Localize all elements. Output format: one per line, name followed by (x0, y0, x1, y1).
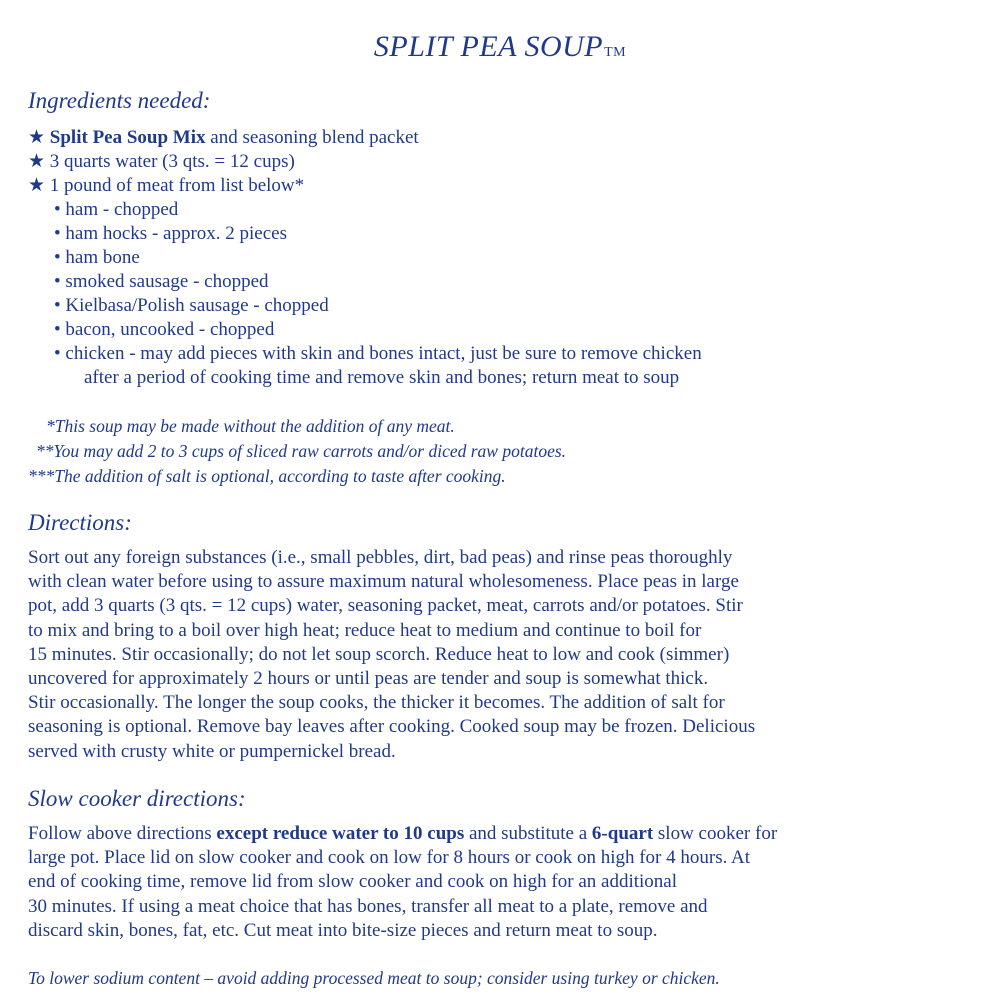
directions-line: served with crusty white or pumpernickel bread. (28, 740, 396, 762)
star-icon: ★ (28, 127, 46, 148)
list-item: • ham bone (54, 247, 140, 268)
slow-cooker-text-a: Follow above directions (28, 823, 217, 844)
star-icon: ★ (28, 151, 46, 172)
directions-line: uncovered for approximately 2 hours or until peas are tender and soup is somewhat thick. (28, 668, 709, 690)
note-no-meat: *This soup may be made without the addition of any meat. (46, 416, 455, 436)
slow-cooker-line: end of cooking time, remove lid from slow cooker and cook on high for an additional (28, 871, 678, 893)
directions-line: Stir occasionally. The longer the soup cooks, the thicker it becomes. The addition of salt for (28, 692, 725, 714)
directions-heading: Directions: (28, 510, 132, 535)
mix-rest: and seasoning blend packet (205, 127, 419, 148)
ingredient-item-meat (28, 174, 978, 198)
directions-line: Sort out any foreign substances (i.e., small pebbles, dirt, bad peas) and rinse peas thoroughly (28, 547, 733, 568)
note-salt: ***The addition of salt is optional, according to taste after cooking. (28, 466, 506, 486)
slow-cooker-text-b: and substitute a (464, 823, 592, 844)
directions-line: 15 minutes. Stir occasionally; do not let soup scorch. Reduce heat to low and cook (simmer) (28, 643, 730, 665)
slow-cooker-text-c: slow cooker for (653, 823, 778, 844)
ingredients-list (28, 126, 978, 390)
slow-cooker-line (28, 822, 988, 846)
list-item: • chicken - may add pieces with skin and bones intact, just be sure to remove chicken (54, 343, 702, 364)
reduce-water-emphasis: except reduce water to 10 cups (216, 823, 465, 844)
title-text: SPLIT PEA SOUP (373, 30, 604, 63)
slow-cooker-text (28, 822, 988, 943)
list-item: • ham - chopped (54, 199, 179, 220)
list-item-continuation: after a period of cooking time and remove skin and bones; return meat to soup (84, 367, 680, 388)
directions-line: with clean water before using to assure maximum natural wholesomeness. Place peas in large (28, 571, 739, 593)
directions-text (28, 546, 988, 764)
list-item: • smoked sausage - chopped (54, 271, 269, 292)
slow-cooker-heading: Slow cooker directions: (28, 786, 246, 811)
recipe-title (0, 30, 1000, 64)
list-item: • ham hocks - approx. 2 pieces (54, 223, 288, 244)
directions-line: pot, add 3 quarts (3 qts. = 12 cups) water, seasoning packet, meat, carrots and/or potatoes. Stir (28, 595, 743, 617)
list-item: • Kielbasa/Polish sausage - chopped (54, 295, 329, 316)
star-icon: ★ (28, 175, 46, 196)
quart-size-emphasis: 6-quart (591, 823, 654, 844)
directions-line: seasoning is optional. Remove bay leaves after cooking. Cooked soup may be frozen. Delicious (28, 716, 756, 738)
water-text: 3 quarts water (3 qts. = 12 cups) (49, 151, 295, 172)
meat-text: 1 pound of meat from list below* (49, 175, 305, 196)
slow-cooker-line: 30 minutes. If using a meat choice that has bones, transfer all meat to a plate, remove and (28, 895, 708, 917)
list-item: • bacon, uncooked - chopped (54, 319, 275, 340)
slow-cooker-line: discard skin, bones, fat, etc. Cut meat into bite-size pieces and return meat to soup. (28, 919, 658, 941)
ingredient-item-water (28, 150, 978, 174)
ingredients-heading: Ingredients needed: (28, 88, 211, 113)
ingredient-item-mix (28, 126, 978, 150)
directions-line: to mix and bring to a boil over high heat; reduce heat to medium and continue to boil for (28, 619, 702, 641)
trademark-mark: TM (604, 45, 627, 60)
mix-name: Split Pea Soup Mix (49, 127, 206, 148)
sodium-tip: To lower sodium content – avoid adding processed meat to soup; consider using turkey or chicken. (28, 968, 720, 988)
note-carrots: **You may add 2 to 3 cups of sliced raw carrots and/or diced raw potatoes. (36, 441, 567, 461)
slow-cooker-line: large pot. Place lid on slow cooker and cook on low for 8 hours or cook on high for 4 hours. At (28, 847, 751, 869)
